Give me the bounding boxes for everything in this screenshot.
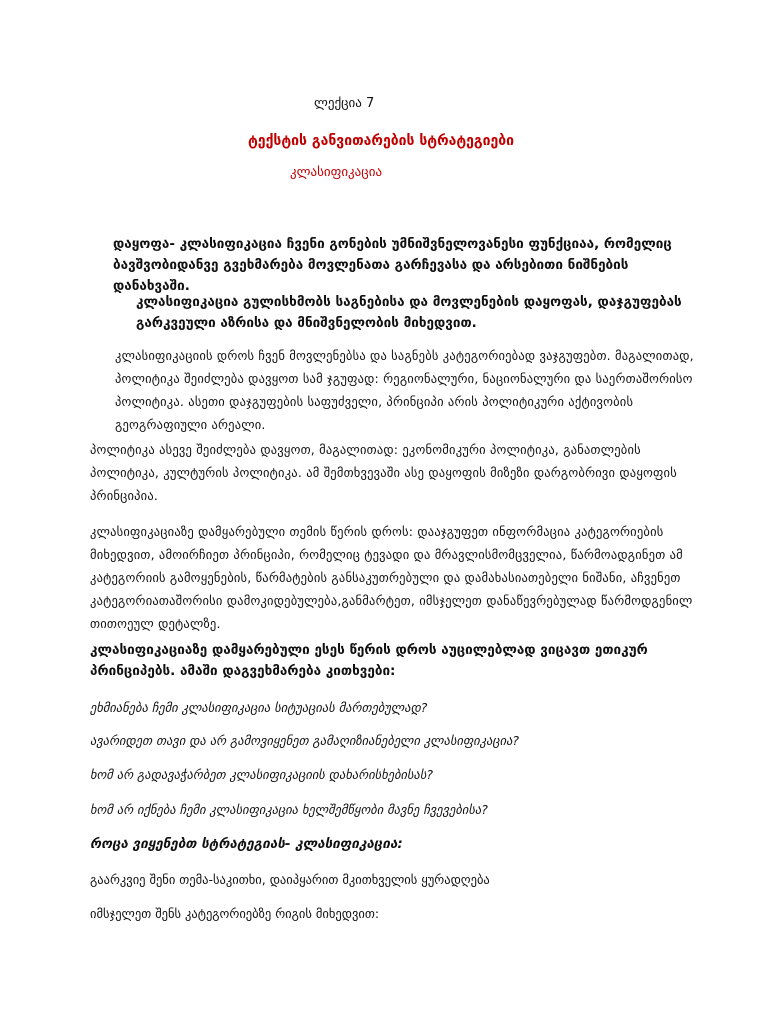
paragraph-intro: დაყოფა- კლასიფიკაცია ჩვენი გონების უმნიშვნელოვანესი ფუნქციაა, რომელიც ბავშვობიდანვე გვეხმარება მოვლენათა გარჩევასა და არსებითი ნიშნების დანახვაში.	[113, 236, 672, 294]
question-item: ხომ არ გადავაჭარბეთ კლასიფიკაციის დახარისხებისას?	[90, 767, 434, 782]
paragraph-example-2: პოლიტიკა ასევე შეიძლება დავყოთ, მაგალითად: ეკონომიკური პოლიტიკა, განათლების პოლიტიკა, კულტურის პოლიტიკა. ამ შემთხვევაში ასე დაყოფის მიზეზი დარგობრივი დაყოფის პრინციპია.	[90, 442, 677, 503]
document-subtitle: კლასიფიკაცია	[290, 165, 383, 180]
strategy-heading: როცა ვიყენებთ სტრატეგიას- კლასიფიკაცია:	[90, 836, 403, 852]
question-item: ავარიდეთ თავი და არ გამოვიყენეთ გამაღიზიანებელი კლასიფიკაცია?	[90, 733, 520, 748]
strategy-step: გაარკვიე შენი თემა-საკითხი, დაიპყარით მკითხველის ყურადღება	[90, 872, 490, 887]
lecture-number: ლექცია 7	[314, 96, 375, 111]
paragraph-example: კლასიფიკაციის დროს ჩვენ მოვლენებსა და საგნებს კატეგორიებად ვაჯგუფებთ. მაგალითად, პოლიტიკა შეიძლება დავყოთ სამ ჯგუფად: რეგიონალური, ნაციონალური და საერთაშორისო პოლიტიკა. ასეთი დაჯგუფების საფუძველი, პრინციპი არის პოლიტიკური აქტივობის გეოგრაფიული არეალი.	[115, 348, 694, 432]
paragraph-ethics: კლასიფიკაციაზე დამყარებული ესეს წერის დროს აუცილებლად ვიცავთ ეთიკურ პრინციპებს. ამაში დაგვეხმარება კითხვები:	[90, 642, 648, 679]
question-item: ეხმიანება ჩემი კლასიფიკაცია სიტუაციას მართებულად?	[90, 700, 428, 715]
question-item: ხომ არ იქნება ჩემი კლასიფიკაცია ხელშემწყობი მავნე ჩვევებისა?	[90, 802, 488, 817]
strategy-step: იმსჯელეთ შენს კატეგორიებზე რიგის მიხედვით:	[90, 906, 380, 921]
paragraph-writing-guide: კლასიფიკაციაზე დამყარებული თემის წერის დროს: დააჯგუფეთ ინფორმაცია კატეგორიების მიხედვით, ამოირჩიეთ პრინციპი, რომელიც ტევადი და მრავლისმომცველია, წარმოადგინეთ ამ კატეგორიის გამოყენების, წარმატების განსაკუთრებული და დამახასიათებელი ნიშანი, აჩვენეთ კატეგორიათაშორისი დამოკიდებულება,განმარტეთ, იმსჯელეთ დანაწევრებულად წარმოდგენილ თითოეულ დეტალზე.	[90, 524, 693, 631]
paragraph-definition: კლასიფიკაცია გულისხმობს საგნებისა და მოვლენების დაყოფას, დაჯგუფებას გარკვეული აზრისა და მნიშვნელობის მიხედვით.	[136, 294, 682, 331]
document-title: ტექსტის განვითარების სტრატეგიები	[248, 133, 515, 149]
